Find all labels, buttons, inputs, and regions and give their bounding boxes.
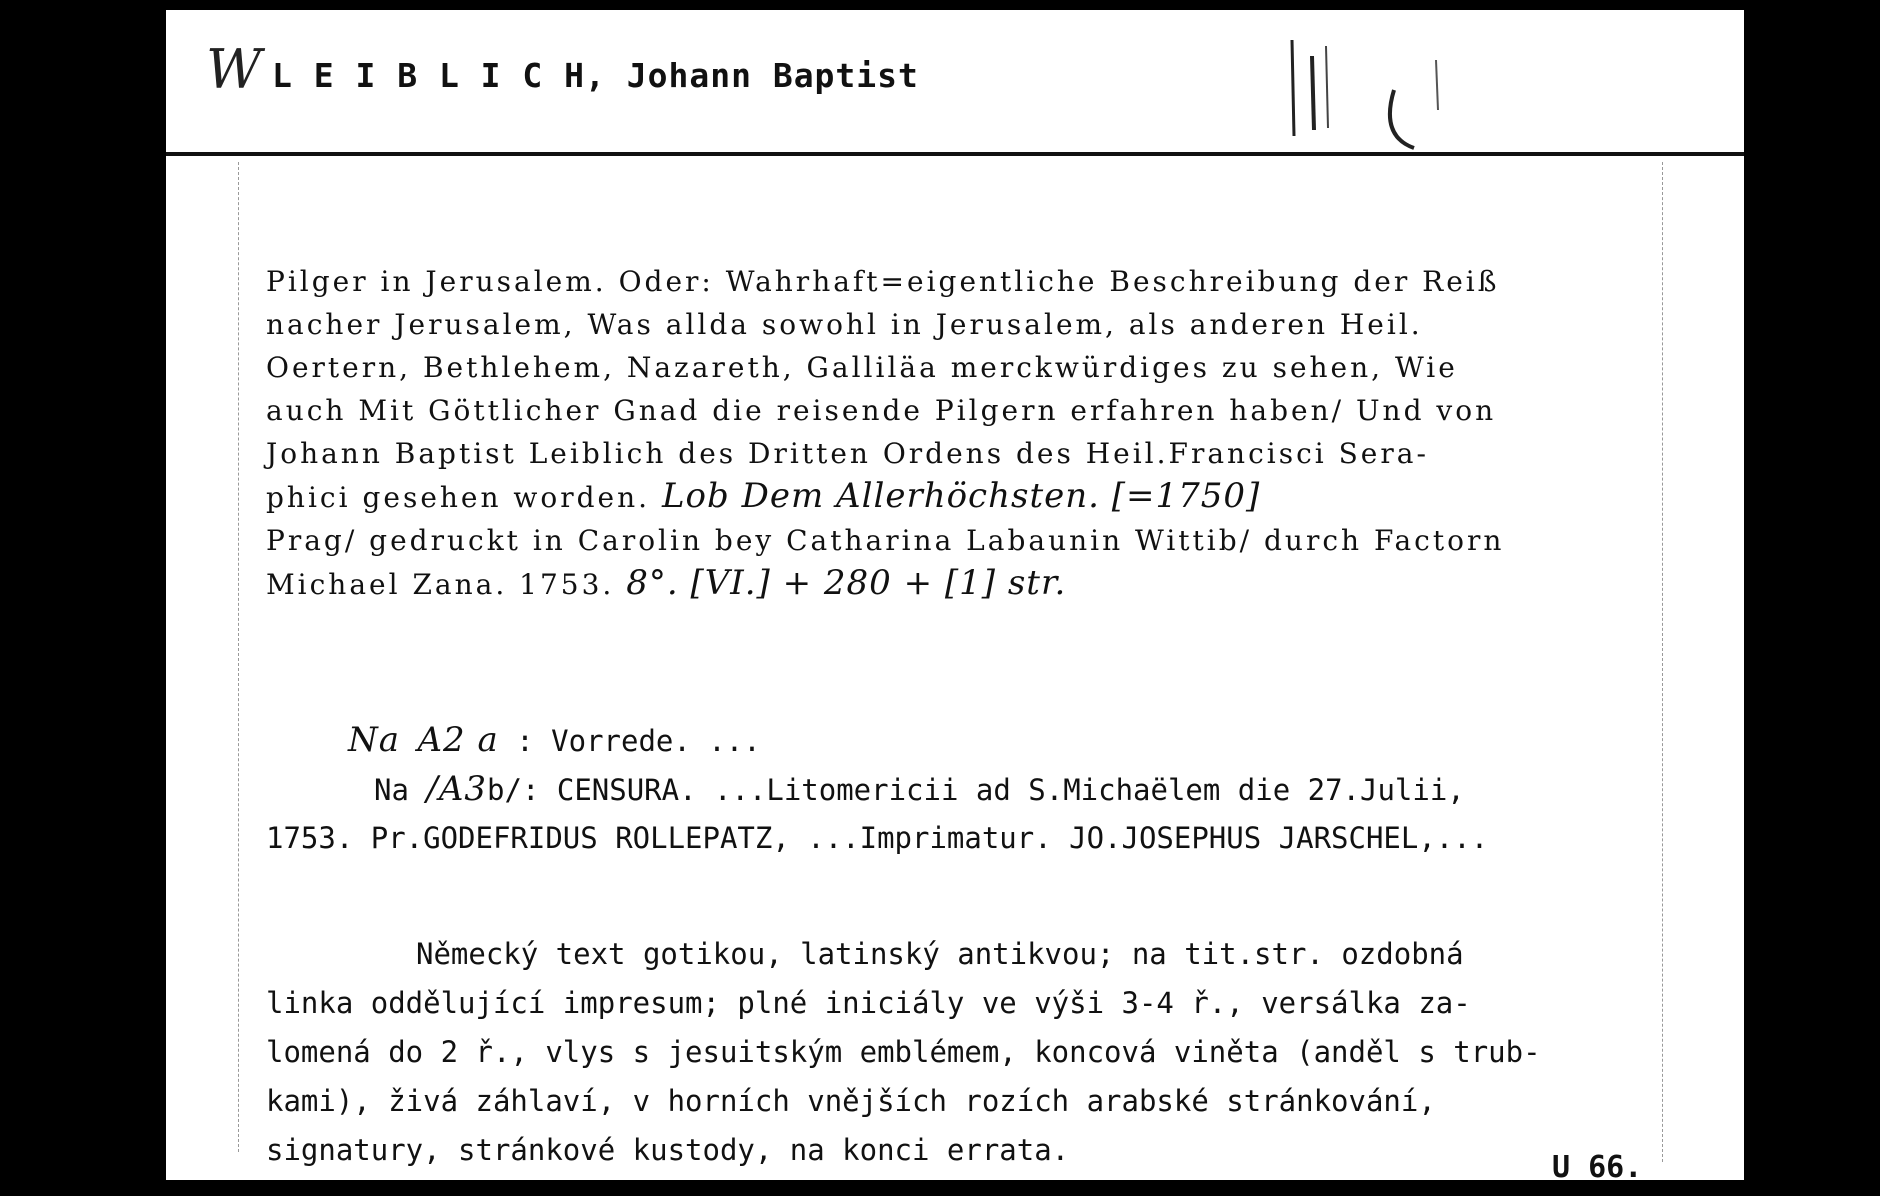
gothic-line: Oertern, Bethlehem, Nazareth, Galliläa merckwürdiges zu sehen, Wie: [266, 351, 1458, 384]
handwritten-mark: W: [206, 38, 262, 101]
signature-prefix: Na: [374, 773, 409, 807]
gothic-line-with-note: [266, 475, 1706, 519]
signature-text: : Vorrede. ...: [516, 724, 761, 758]
description-line: signatury, stránkové kustody, na konci errata.: [266, 1133, 1070, 1167]
card-title: L E I B L I C H, Johann Baptist: [272, 56, 919, 95]
gothic-line: Johann Baptist Leiblich des Dritten Ordens des Heil.Francisci Sera-: [266, 437, 1429, 470]
signatures-block: [266, 716, 1706, 862]
signature-line: [266, 716, 1706, 765]
title-transcription: [266, 260, 1706, 606]
shelfmark: U 66.: [1552, 1150, 1643, 1185]
gothic-line: Pilger in Jerusalem. Oder: Wahrhaft=eigentliche Beschreibung der Reiß: [266, 265, 1500, 298]
handwritten-note: Lob Dem Allerhöchsten. [=1750]: [661, 476, 1261, 516]
catalog-card: [166, 10, 1744, 1185]
signature-line: 1753. Pr.GODEFRIDUS ROLLEPATZ, ...Imprimatur. JO.JOSEPHUS JARSCHEL,...: [266, 821, 1489, 855]
handwritten-collation: 8°. [VI.] + 280 + [1] str.: [626, 563, 1067, 603]
description-line: Německý text gotikou, latinský antikvou; na tit.str. ozdobná: [416, 937, 1464, 971]
description-line: linka oddělující impresum; plné iniciály ve výši 3-4 ř., versálka za-: [266, 986, 1471, 1020]
description-line: kami), živá záhlaví, v horních vnějších rozích arabské stránkování,: [266, 1084, 1436, 1118]
imprint-line-with-collation: [266, 562, 1706, 606]
description-line: lomená do 2 ř., vlys s jesuitským emblémem, koncová viněta (anděl s trub-: [266, 1035, 1541, 1069]
handwritten-signature: /A3: [426, 769, 488, 809]
gothic-line: auch Mit Göttlicher Gnad die reisende Pilgern erfahren haben/ Und von: [266, 394, 1497, 427]
handwritten-signature: A2 a: [417, 720, 499, 760]
card-header: [166, 10, 1744, 156]
handwritten-na: Na: [348, 720, 401, 760]
card-margin-left: [238, 162, 239, 1152]
gothic-line: nacher Jerusalem, Was allda sowohl in Jerusalem, als anderen Heil.: [266, 308, 1423, 341]
ink-strokes: [1276, 30, 1476, 150]
imprint-line: Prag/ gedruckt in Carolin bey Catharina Labaunin Wittib/ durch Factorn: [266, 524, 1505, 557]
imprint-line: Michael Zana. 1753.: [266, 568, 615, 601]
gothic-line: phici gesehen worden.: [266, 481, 651, 514]
signature-text: b/: CENSURA. ...Litomericii ad S.Michaëlem die 27.Julii,: [487, 773, 1465, 807]
description-block: [266, 930, 1706, 1175]
signature-line: [266, 765, 1706, 814]
